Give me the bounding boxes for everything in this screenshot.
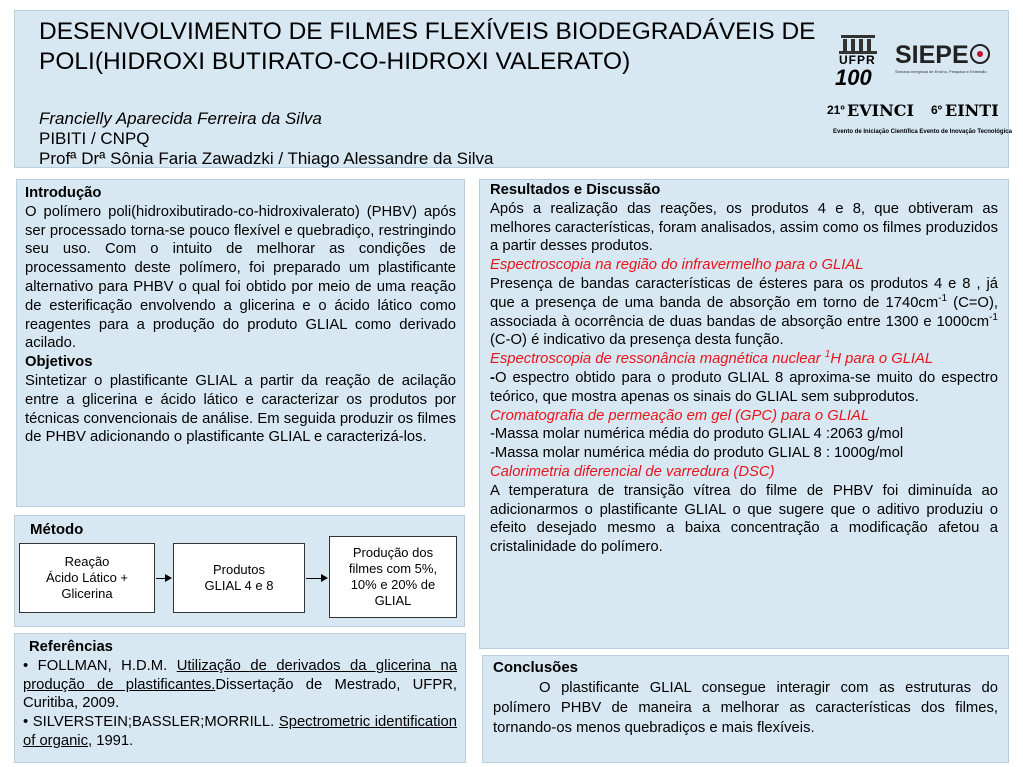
events-caption: Evento de Iniciação Científica Evento de Inovação Tecnológica	[833, 129, 1012, 135]
nmr-text-body: O espectro obtido para o produto GLIAL 8 aproxima-se muito do espectro teórico, que mostra apenas os sinais do GLIAL sem subprodutos.	[490, 369, 998, 405]
ir-text-c: (C-O) é indicativo da presença desta função.	[490, 332, 784, 349]
results-heading: Resultados e Discussão	[490, 182, 661, 198]
flow-box-reaction-line: Ácido Lático +	[45, 570, 129, 585]
reference-author: • SILVERSTEIN;BASSLER;MORRILL.	[23, 714, 275, 731]
references-heading: Referências	[29, 639, 113, 655]
gpc-line: -Massa molar numérica média do produto GLIAL 4 :2063 g/mol	[490, 426, 904, 443]
method-heading: Método	[30, 521, 84, 538]
ir-sup: -1	[938, 292, 948, 304]
references-panel	[14, 633, 466, 763]
ufpr-logo	[827, 33, 889, 91]
flow-arrow	[306, 578, 326, 579]
reference-title: Spectrometric identification of organic,	[23, 714, 457, 749]
advisors: Profª Drª Sônia Faria Zawadzki / Thiago Alessandre da Silva	[39, 149, 494, 168]
dsc-text: A temperatura de transição vítrea do filme de PHBV foi diminuída ao adicionarmos o plastificante GLIAL o que sugere que o aditivo produziu o efeito desejado mesmo a baixa concentração a modificação afetou a cristalinidade do polímero.	[490, 482, 998, 556]
flow-box-products-line: GLIAL 4 e 8	[204, 578, 274, 593]
reference-item	[23, 657, 457, 713]
flow-box-products	[173, 543, 305, 613]
ir-heading: Espectroscopia na região do infravermelho para o GLIAL	[490, 257, 864, 274]
conclusions-panel	[482, 655, 1009, 763]
reference-details: 1991.	[96, 732, 134, 749]
nmr-heading	[490, 350, 998, 369]
intro-heading: Introdução	[25, 185, 102, 201]
flow-box-films-line: filmes com 5%,	[348, 561, 438, 576]
einti-number: 6º	[931, 103, 943, 117]
nmr-sup: 1	[824, 349, 831, 361]
siepe-logo	[893, 41, 993, 91]
results-intro: Após a realização das reações, os produtos 4 e 8, que obtiveram as melhores características, foram analisados, assim como os filmes produzidos a partir desses produtos.	[490, 200, 998, 255]
evinci-text: EVINCI	[847, 101, 914, 120]
objectives-text: Sintetizar o plastificante GLIAL a partir da reação de acilação entre a glicerina e ácido lático e caracterizar os produtos por técnicas convencionais de análise. Em seguida produzir os filmes de PHBV adicionando o plastificante GLIAL e caracterizá-los.	[25, 372, 456, 446]
conclusions-text: O plastificante GLIAL consegue interagir com as estruturas do polímero PHBV de maneira a melhorar as características dos filmes, tornando-os menos quebradiços e mais flexíveis.	[493, 680, 998, 736]
author-block	[39, 109, 493, 169]
events-logo	[827, 99, 1012, 149]
nmr-heading-b: H para o GLIAL	[830, 351, 934, 368]
results-panel	[479, 179, 1009, 649]
nmr-text	[490, 369, 998, 407]
flow-arrow	[156, 578, 170, 579]
program-name: PIBITI / CNPQ	[39, 129, 150, 148]
intro-panel	[16, 179, 465, 507]
author-name: Francielly Aparecida Ferreira da Silva	[39, 109, 322, 128]
flow-box-products-line: Produtos	[212, 562, 266, 577]
einti-text: EINTI	[945, 101, 999, 120]
ir-text-b: (C=O), associada à ocorrência de duas bandas de absorção entre 1300 e 1000cm	[490, 294, 998, 330]
evinci-number: 21º	[827, 103, 845, 117]
flow-box-reaction-line: Glicerina	[61, 586, 113, 601]
reference-item	[23, 713, 457, 751]
reference-title: Utilização de derivados da glicerina na produção de plastificantes.	[23, 657, 457, 693]
flow-box-reaction-line: Reação	[64, 554, 110, 569]
reference-author: • FOLLMAN, H.D.M.	[23, 657, 168, 674]
objectives-heading: Objetivos	[25, 354, 93, 371]
flow-box-films-line: 10% e 20% de	[350, 577, 436, 592]
ir-sup: -1	[989, 311, 998, 323]
intro-text: O polímero poli(hidroxibutirado-co-hidroxivalerato) (PHBV) após ser processado torna-se pouco flexível e quebradiço, restringindo seu uso. Com o intuito de melhorar as condições de processamento deste polímero, foi preparado um plastificante alternativo para PHBV o qual foi obtido por meio de uma reação de esterificação envolvendo a glicerina e o ácido lático como reagentes para a produção do produto GLIAL como derivado acilado.	[25, 203, 456, 352]
nmr-heading-a: Espectroscopia de ressonância magnética nuclear	[490, 351, 825, 368]
method-panel	[14, 515, 465, 627]
ufpr-text: UFPR	[839, 53, 876, 67]
reference-details: Dissertação de Mestrado, UFPR, Curitiba, 2009.	[23, 676, 457, 712]
siepe-text: SIEPE	[895, 41, 969, 69]
flow-box-films	[329, 536, 457, 618]
ir-text	[490, 275, 998, 350]
header-panel	[14, 10, 1012, 168]
gpc-line: -Massa molar numérica média do produto GLIAL 8 : 1000g/mol	[490, 445, 904, 462]
poster-title: DESENVOLVIMENTO DE FILMES FLEXÍVEIS BIODEGRADÁVEIS DE POLI(HIDROXI BUTIRATO-CO-HIDROXI VALERATO)	[39, 18, 816, 75]
flow-box-films-line: Produção dos	[352, 545, 434, 560]
siepe-subtitle: Semana Integrada de Ensino, Pesquisa e Extensão	[895, 69, 987, 74]
ufpr-number: 100	[835, 65, 872, 90]
conclusions-heading: Conclusões	[493, 659, 579, 676]
nmr-dash: -	[490, 369, 495, 386]
siepe-emblem-icon	[969, 43, 991, 65]
flow-box-films-line: GLIAL	[374, 593, 412, 608]
ir-text-a: Presença de bandas características de ésteres para os produtos 4 e 8 , já que a presença de uma banda de absorção em torno de 1740cm	[490, 275, 998, 311]
flow-box-reaction	[19, 543, 155, 613]
dsc-heading: Calorimetria diferencial de varredura (DSC)	[490, 463, 775, 480]
gpc-heading: Cromatografia de permeação em gel (GPC) para o GLIAL	[490, 407, 870, 424]
